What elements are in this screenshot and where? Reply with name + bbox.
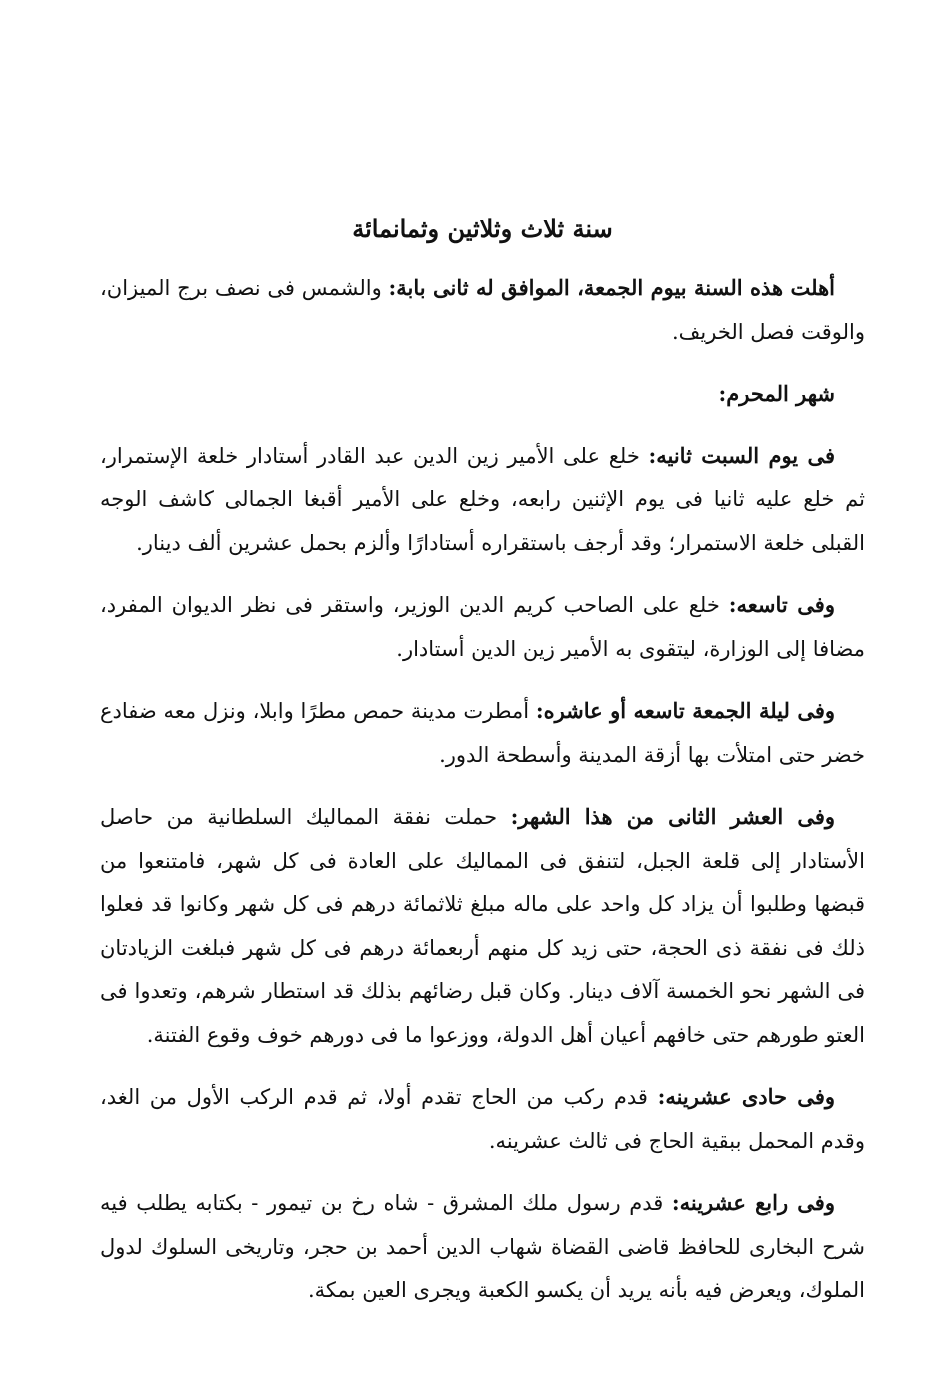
entry-body: حملت نفقة المماليك السلطانية من حاصل الأستادار إلى قلعة الجبل، لتنفق فى المماليك على العادة فى كل شهر، فامتنعوا من قبضها وطلبوا أن يزاد كل واحد على ماله مبلغ ثلاثمائة درهم فى كل شهر وكانوا قد فعلوا ذلك فى نفقة ذى الحجة، حتى زيد كل منهم أربعمائة درهم فى كل شهر فبلغت الزيادتان فى الشهر نحو الخمسة آلاف دينار. وكان قبل رضائهم بذلك قد استطار شرهم، وتعدوا فى العتو طورهم حتى خافهم أعيان أهل الدولة، ووزعوا ما فى دورهم خوف وقوع الفتنة. <box>100 805 865 1047</box>
entry-lead: وفى تاسعه: <box>728 592 835 617</box>
entry-paragraph <box>100 795 865 1057</box>
entry-paragraph <box>100 1181 865 1313</box>
entry-paragraph <box>100 689 865 777</box>
entry-lead: فى يوم السبت ثانيه: <box>648 442 835 468</box>
entry-lead: وفى رابع عشرينه: <box>671 1190 835 1215</box>
entry-paragraph <box>100 1075 865 1163</box>
entry-paragraph <box>100 434 865 566</box>
entry-lead: وفى ليلة الجمعة تاسعه أو عاشره: <box>535 698 836 723</box>
document-page <box>100 212 865 1331</box>
entry-body: أمطرت مدينة حمص مطرًا وابلا، ونزل معه ضفادع خضر حتى امتلأت بها أزقة المدينة وأسطحة الدور. <box>100 699 865 767</box>
entry-body: قدم ركب من الحاج تقدم أولا، ثم قدم الركب الأول من الغد، وقدم المحمل ببقية الحاج فى ثالث عشرينه. <box>100 1085 865 1153</box>
month-heading: شهر المحرم: <box>718 381 835 406</box>
entry-body: خلع على الأمير زين الدين عبد القادر أستادار خلعة الإستمرار، ثم خلع عليه ثانيا فى يوم الإثنين رابعه، وخلع على الأمير أقبغا الجمالى كاشف الوجه القبلى خلعة الاستمرار؛ وقد أرجف باستقراره أستادارًا وألزم بحمل عشرين ألف دينار. <box>100 443 865 555</box>
entry-body: قدم رسول ملك المشرق - شاه رخ بن تيمور - بكتابه يطلب فيه شرح البخارى للحافظ قاضى القضاة شهاب الدين أحمد بن حجر، وتاريخى السلوك لدول الملوك، ويعرض فيه بأنه يريد أن يكسو الكعبة ويجرى العين بمكة. <box>100 1191 865 1302</box>
entry-body: خلع على الصاحب كريم الدين الوزير، واستقر فى نظر الديوان المفرد، مضافا إلى الوزارة، ليتقوى به الأمير زين الدين أستادار. <box>100 593 865 661</box>
intro-paragraph <box>100 266 865 354</box>
entry-lead: وفى حادى عشرينه: <box>657 1084 835 1109</box>
entry-lead: وفى العشر الثانى من هذا الشهر: <box>510 804 835 829</box>
intro-lead: أهلت هذه السنة بيوم الجمعة، الموافق له ثانى بابة: <box>388 275 835 300</box>
year-title: سنة ثلاث وثلاثين وثمانمائة <box>352 214 613 243</box>
entry-paragraph <box>100 583 865 671</box>
intro-body: والشمس فى نصف برج الميزان، والوقت فصل الخريف. <box>100 276 865 344</box>
